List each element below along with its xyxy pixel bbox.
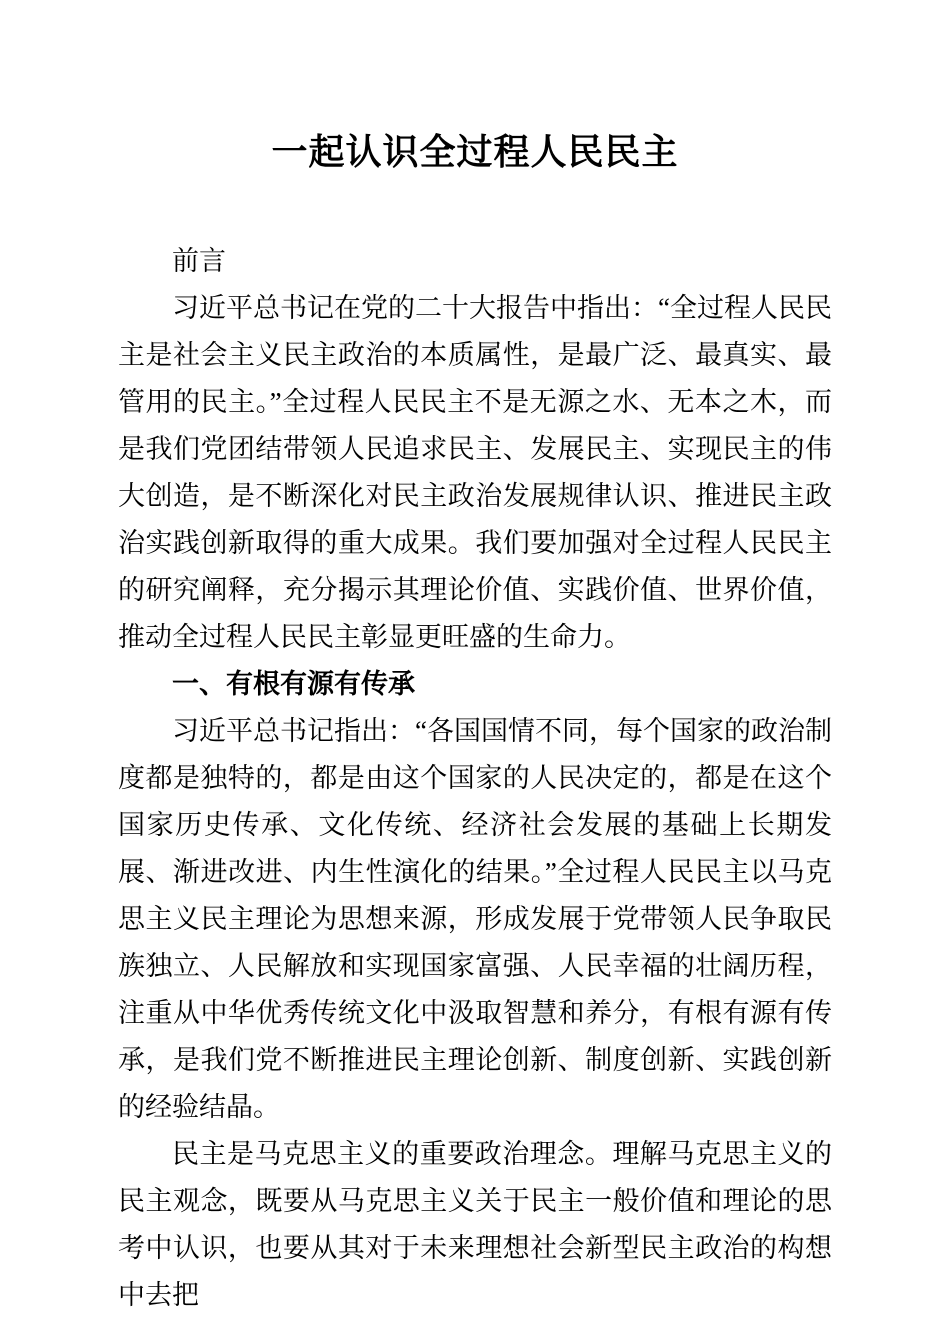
preface-paragraph: 习近平总书记在党的二十大报告中指出：“全过程人民民主是社会主义民主政治的本质属性，是最广泛、最真实、最管用的民主。”全过程人民民主不是无源之水、无本之木，而是我们党团结带领人民追求民主、发展民主、实现民主的伟大创造，是不断深化对民主政治发展规律认识、推进民主政治实践创新取得的重大成果。我们要加强对全过程人民民主的研究阐释，充分揭示其理论价值、实践价值、世界价值，推动全过程人民民主彰显更旺盛的生命力。 [118,293,832,652]
preface-label: 前言 [172,246,226,276]
section-heading-1: 一、有根有源有传承 [172,669,415,699]
section-1-paragraph-2: 民主是马克思主义的重要政治理念。理解马克思主义的民主观念，既要从马克思主义关于民主一般价值和理论的思考中认识，也要从其对于未来理想社会新型民主政治的构想中去把 [118,1139,832,1310]
document-body [118,238,832,1319]
document-title: 一起认识全过程人民民主 [271,131,679,172]
section-1-paragraph-1: 习近平总书记指出：“各国国情不同，每个国家的政治制度都是独特的，都是由这个国家的人民决定的，都是在这个国家历史传承、文化传统、经济社会发展的基础上长期发展、渐进改进、内生性演化的结果。”全过程人民民主以马克思主义民主理论为思想来源，形成发展于党带领人民争取民族独立、人民解放和实现国家富强、人民幸福的壮阔历程，注重从中华优秀传统文化中汲取智慧和养分，有根有源有传承，是我们党不断推进民主理论创新、制度创新、实践创新的经验结晶。 [118,716,832,1122]
